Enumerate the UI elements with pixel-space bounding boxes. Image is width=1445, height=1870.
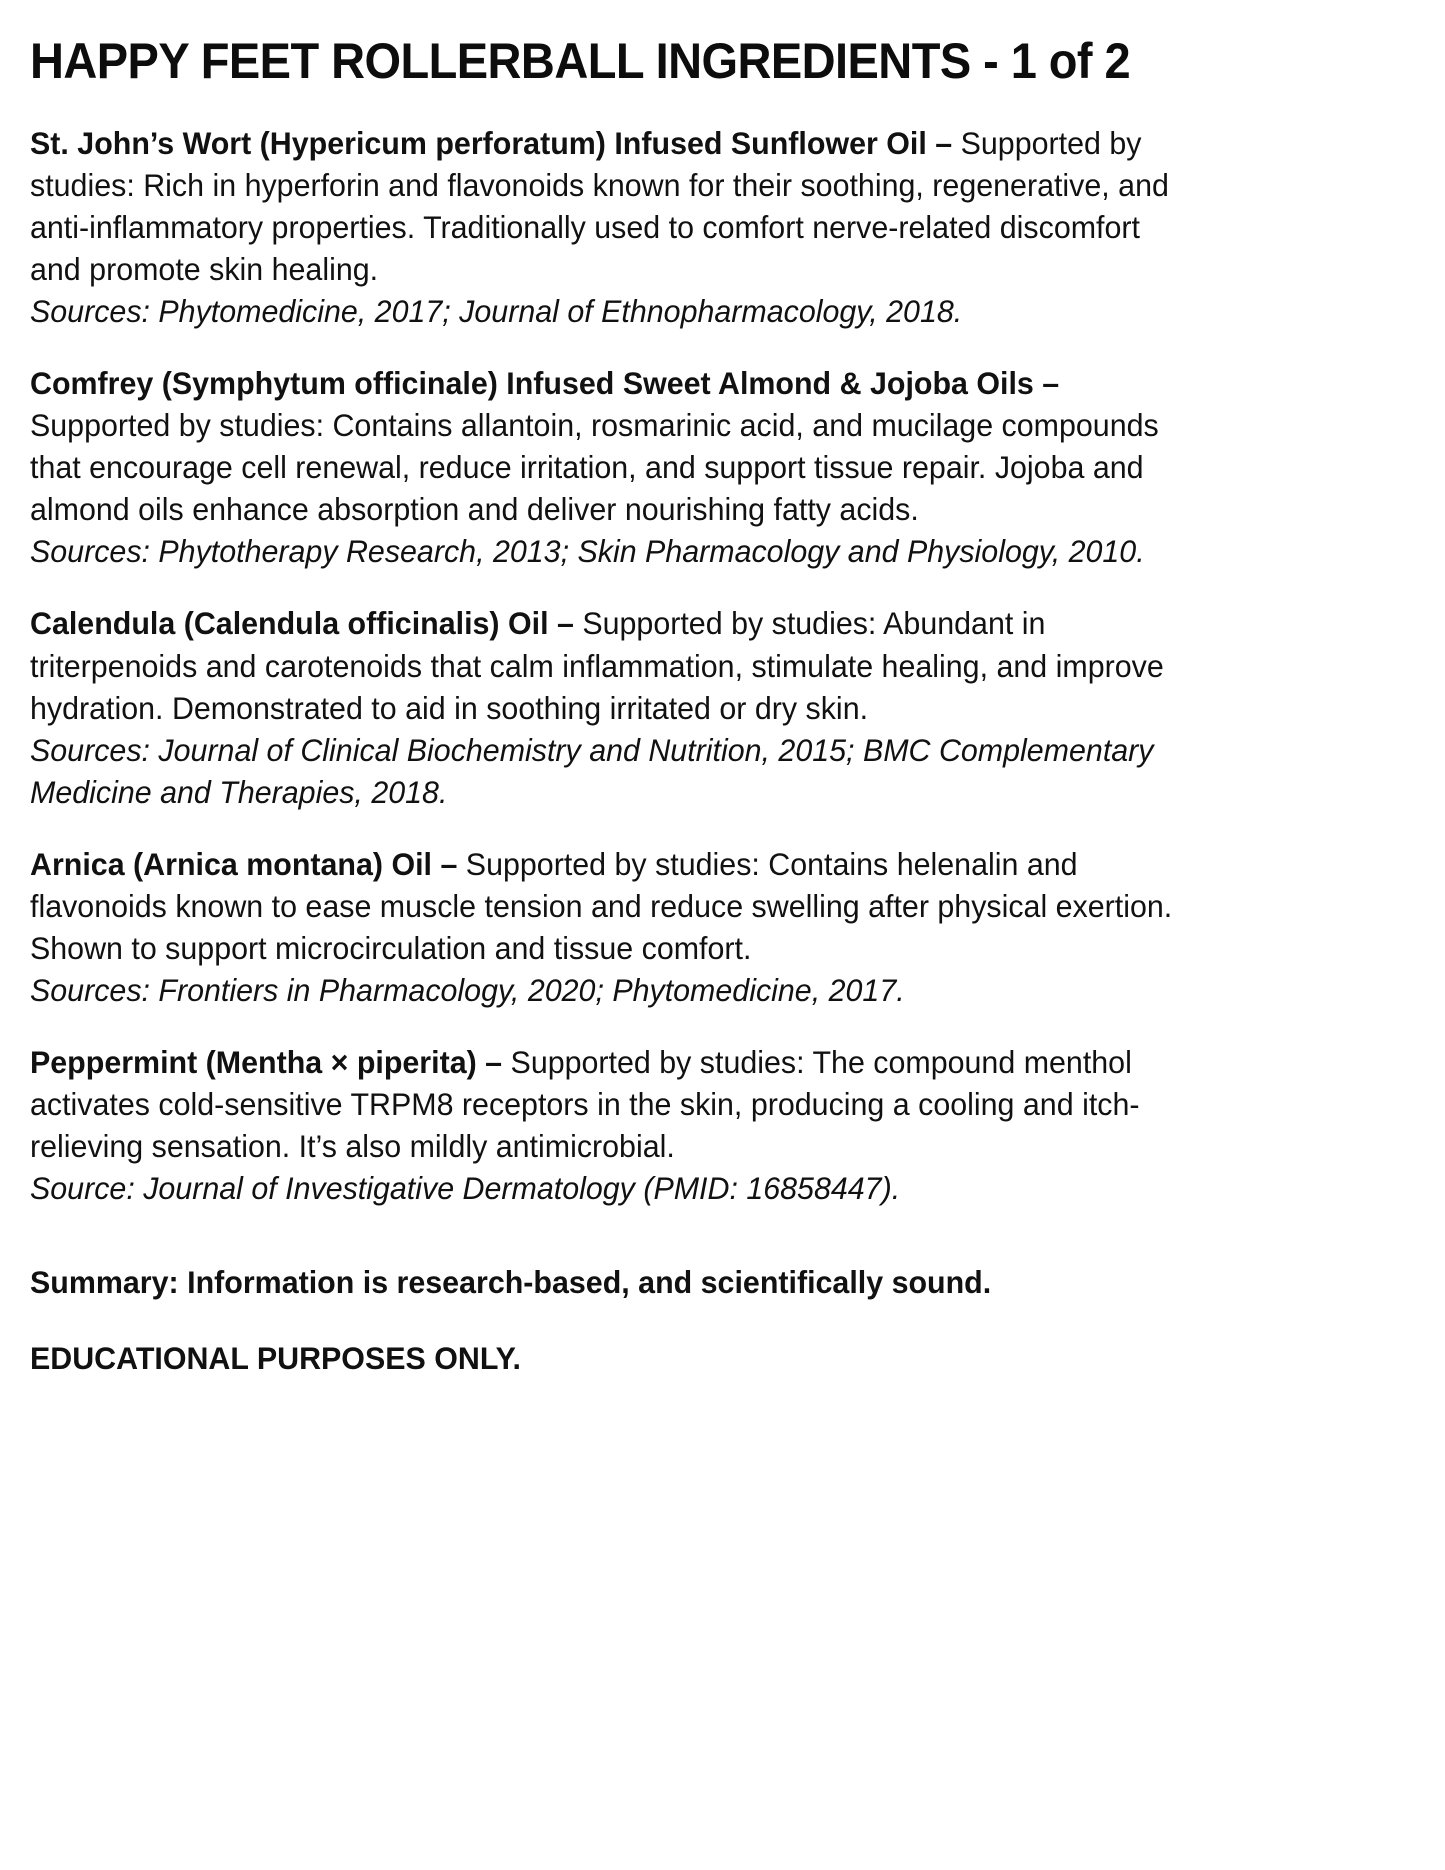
closing-block	[30, 1261, 1361, 1379]
ingredient-heading: Comfrey (Symphytum officinale) Infused Sweet Almond & Jojoba Oils	[30, 365, 1034, 402]
summary-line	[30, 1261, 1361, 1303]
page-title: HAPPY FEET ROLLERBALL INGREDIENTS - 1 of 2	[30, 33, 1131, 89]
ingredient-separator: –	[926, 125, 961, 161]
ingredient-sources: Sources: Journal of Clinical Biochemistry and Nutrition, 2015; BMC Complementary Medicine and Therapies, 2018.	[30, 731, 1154, 810]
ingredient-entry-peppermint	[30, 1041, 1174, 1209]
ingredient-sources: Source: Journal of Investigative Dermatology (PMID: 16858447).	[30, 1170, 901, 1207]
summary-separator: :	[168, 1264, 188, 1301]
ingredient-heading: Calendula (Calendula officinalis) Oil	[30, 605, 549, 642]
summary-text: Information is research-based, and scientifically sound.	[187, 1264, 992, 1301]
ingredient-description: Supported by studies: The compound menthol activates cold-sensitive TRPM8 receptors in the skin, producing a cooling and itch-relieving sensation. It’s also mildly antimicrobial.	[30, 1043, 1140, 1164]
summary-label: Summary	[30, 1264, 169, 1301]
ingredient-heading: St. John’s Wort (Hypericum perforatum) Infused Sunflower Oil	[30, 125, 927, 161]
ingredient-separator: –	[476, 1043, 511, 1080]
ingredient-description: Supported by studies: Abundant in triterpenoids and carotenoids that calm inflammation, stimulate healing, and improve hydration. Demonstrated to aid in soothing irritated or dry skin.	[30, 605, 1164, 726]
ingredient-description: Supported by studies: Contains allantoin, rosmarinic acid, and mucilage compounds that encourage cell renewal, reduce irritation, and support tissue repair. Jojoba and almond oils enhance absorption and deliver nourishing fatty acids.	[30, 407, 1159, 528]
disclaimer-line: EDUCATIONAL PURPOSES ONLY.	[30, 1340, 521, 1377]
ingredient-entry-st-johns-wort	[30, 122, 1174, 332]
ingredient-entry-arnica	[30, 843, 1174, 1011]
ingredient-heading: Peppermint (Mentha × piperita)	[30, 1043, 477, 1080]
ingredient-sources: Sources: Phytomedicine, 2017; Journal of Ethnopharmacology, 2018.	[30, 293, 963, 330]
ingredient-description: Supported by studies: Contains helenalin and flavonoids known to ease muscle tension and reduce swelling after physical exertion. Shown to support microcirculation and tissue comfort.	[30, 845, 1173, 966]
ingredient-sources: Sources: Frontiers in Pharmacology, 2020; Phytomedicine, 2017.	[30, 971, 905, 1008]
ingredient-separator: –	[1033, 365, 1060, 402]
ingredient-entry-comfrey	[30, 362, 1174, 572]
ingredient-separator: –	[548, 605, 583, 642]
ingredient-separator: –	[431, 845, 466, 882]
ingredient-heading: Arnica (Arnica montana) Oil	[30, 845, 432, 882]
ingredient-entry-calendula	[30, 602, 1174, 812]
ingredient-description: Supported by studies: Rich in hyperforin and flavonoids known for their soothing, regenerative, and anti-inflammatory properties. Traditionally used to comfort nerve-related discomfort and promote skin healing.	[30, 125, 1169, 288]
ingredient-sources: Sources: Phytotherapy Research, 2013; Skin Pharmacology and Physiology, 2010.	[30, 533, 1145, 570]
